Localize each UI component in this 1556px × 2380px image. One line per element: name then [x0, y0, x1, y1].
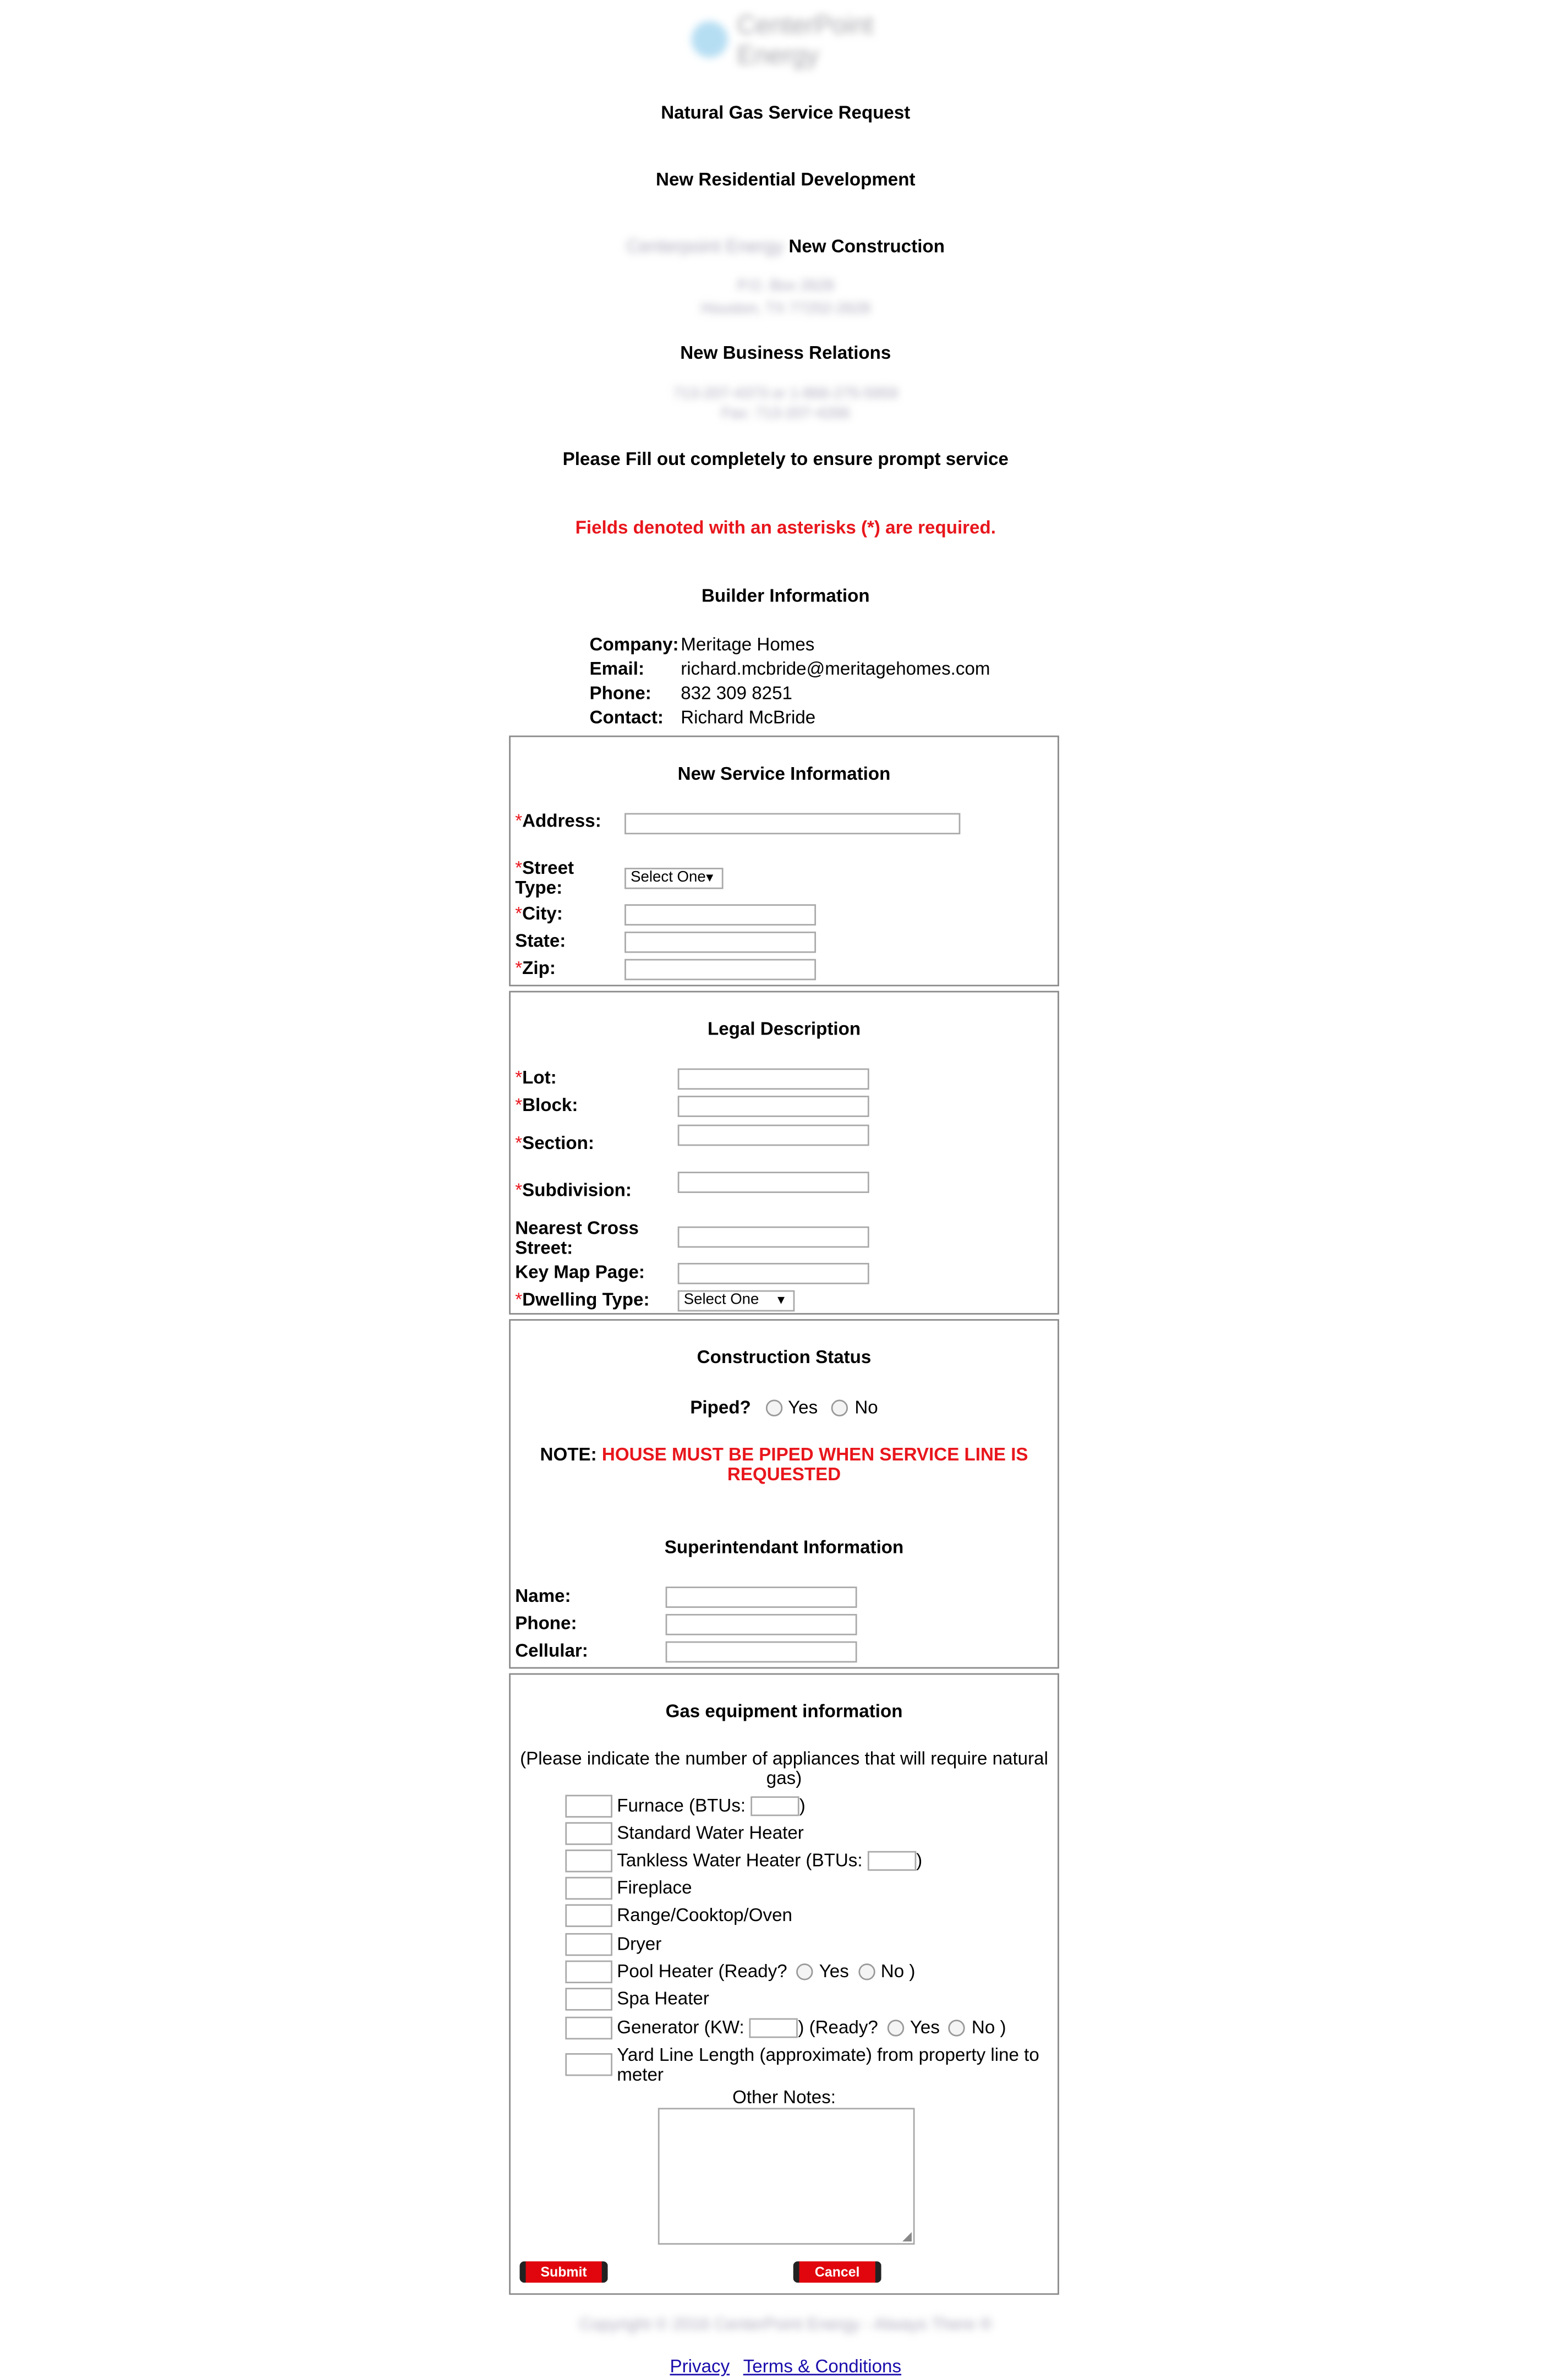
subdivision-input[interactable] — [678, 1172, 869, 1193]
blurred-address-line2: Houston, TX 77252-2628 — [700, 300, 870, 318]
city-label: *City: — [515, 902, 563, 924]
standard-wh-count-input[interactable] — [565, 1822, 612, 1845]
cross-street-label: Nearest Cross Street: — [515, 1217, 639, 1259]
section-label: *Section: — [515, 1132, 594, 1154]
yard-line-input[interactable] — [565, 2053, 612, 2076]
fill-notice: Please Fill out completely to ensure prompt service — [562, 448, 1009, 470]
construction-heading — [0, 236, 1556, 257]
required-notice: Fields denoted with an asterisks (*) are required. — [575, 516, 996, 538]
resize-handle-icon: ◢ — [902, 2229, 912, 2244]
piped-note: NOTE: HOUSE MUST BE PIPED WHEN SERVICE LINE IS REQUESTED — [540, 1443, 1028, 1485]
pool-ready-yes-radio[interactable] — [796, 1964, 813, 1980]
blurred-copyright: Copyright © 2016 CenterPoint Energy - Always There ® — [579, 2316, 992, 2334]
piped-row: Piped? Yes No — [690, 1397, 878, 1418]
builder-email-row: Email: richard.mcbride@meritagehomes.com — [589, 658, 990, 680]
dryer-count-input[interactable] — [565, 1933, 612, 1956]
keymap-label: Key Map Page: — [515, 1261, 645, 1283]
blurred-address-line1: P.O. Box 2628 — [737, 278, 834, 295]
submit-button[interactable]: Submit — [520, 2261, 608, 2283]
builder-info-title: Builder Information — [701, 585, 870, 606]
fireplace-count-input[interactable] — [565, 1877, 612, 1900]
other-notes-textarea[interactable] — [658, 2108, 915, 2245]
piped-label: Piped? — [690, 1397, 751, 1418]
pool-heater-count-input[interactable] — [565, 1961, 612, 1983]
tankless-wh-count-input[interactable] — [565, 1850, 612, 1872]
page-title: Natural Gas Service Request — [661, 102, 911, 123]
address-label: *Address: — [515, 809, 601, 831]
logo — [692, 8, 889, 72]
blurred-phone-line2: Fax: 713-207-4266 — [721, 406, 850, 423]
super-phone-input[interactable] — [666, 1614, 857, 1635]
dwelling-type-label: *Dwelling Type: — [515, 1288, 650, 1310]
block-input[interactable] — [678, 1096, 869, 1117]
super-cellular-input[interactable] — [666, 1642, 857, 1663]
logo-mark-icon — [692, 21, 728, 58]
generator-kw-input[interactable] — [749, 2018, 798, 2038]
state-label: State: — [515, 930, 566, 951]
zip-label: *Zip: — [515, 957, 556, 979]
generator-count-input[interactable] — [565, 2017, 612, 2039]
furnace-count-input[interactable] — [565, 1795, 612, 1818]
generator-ready-yes-radio[interactable] — [887, 2020, 903, 2037]
generator-ready-no-radio[interactable] — [949, 2020, 965, 2037]
construction-title: Construction Status — [697, 1346, 872, 1368]
cancel-button[interactable]: Cancel — [793, 2261, 881, 2283]
cross-street-input[interactable] — [678, 1227, 869, 1248]
builder-company-row: Company: Meritage Homes — [589, 633, 815, 655]
gas-title: Gas equipment information — [665, 1700, 903, 1722]
lot-label: *Lot: — [515, 1066, 557, 1088]
street-type-label: *Street Type: — [515, 857, 574, 899]
terms-link[interactable]: Terms & Conditions — [743, 2355, 902, 2377]
piped-no-radio[interactable] — [832, 1400, 848, 1416]
dwelling-type-select[interactable]: Select One ▼ — [678, 1290, 795, 1312]
keymap-input[interactable] — [678, 1263, 869, 1284]
super-phone-label: Phone: — [515, 1612, 577, 1634]
lot-input[interactable] — [678, 1068, 869, 1090]
spa-heater-count-input[interactable] — [565, 1988, 612, 2010]
tankless-btu-input[interactable] — [868, 1852, 916, 1872]
section-input[interactable] — [678, 1125, 869, 1146]
footer-links — [0, 2352, 1556, 2380]
subdivision-label: *Subdivision: — [515, 1179, 632, 1201]
legal-description-section — [509, 991, 1059, 1315]
block-label: *Block: — [515, 1094, 578, 1116]
gas-instruction: (Please indicate the number of appliances that will require natural gas) — [520, 1747, 1048, 1789]
page-subtitle: New Residential Development — [656, 168, 916, 190]
new-service-section — [509, 736, 1059, 987]
logo-text: CenterPoint Energy — [737, 10, 874, 70]
chevron-down-icon: ▼ — [703, 871, 716, 885]
pool-ready-no-radio[interactable] — [858, 1964, 874, 1980]
superintendant-title: Superintendant Information — [664, 1536, 904, 1558]
street-type-select[interactable]: Select One ▼ — [624, 868, 724, 889]
zip-input[interactable] — [624, 959, 816, 981]
range-count-input[interactable] — [565, 1904, 612, 1927]
business-relations-heading: New Business Relations — [680, 342, 891, 364]
super-cellular-label: Cellular: — [515, 1639, 588, 1661]
gas-equipment-section: Gas equipment information (Please indicate the number of appliances that will require natural gas) Furnace (BTUs: ) Standard Water Heater Tankless Water Heater (BTUs: ) Fireplace Range/Cooktop/Oven Dryer Pool Heater (Ready? Yes No ) Spa Heater Generator (KW: ) (Ready? Yes No ) Yard Line Length (approximate) from property line to meter Other Notes: ◢ Submit Cancel — [509, 1673, 1059, 2295]
legal-title: Legal Description — [708, 1018, 861, 1040]
piped-yes-radio[interactable] — [765, 1400, 782, 1416]
construction-label: New Construction — [788, 236, 945, 257]
chevron-down-icon: ▼ — [775, 1293, 787, 1307]
super-name-input[interactable] — [666, 1586, 857, 1608]
new-service-title: New Service Information — [677, 763, 891, 785]
construction-status-section — [509, 1319, 1059, 1668]
super-name-label: Name: — [515, 1585, 571, 1607]
city-input[interactable] — [624, 904, 816, 926]
other-notes-label: Other Notes: — [732, 2086, 836, 2108]
privacy-link[interactable]: Privacy — [670, 2355, 730, 2377]
builder-phone-row: Phone: 832 309 8251 — [589, 682, 792, 704]
address-input[interactable] — [624, 813, 960, 835]
furnace-btu-input[interactable] — [750, 1797, 799, 1817]
blurred-phone-line1: 713-207-4373 or 1-866-275-5959 — [673, 386, 898, 403]
builder-contact-row: Contact: Richard McBride — [589, 707, 816, 728]
blurred-company: Centerpoint Energy — [626, 236, 784, 257]
state-input[interactable] — [624, 932, 816, 953]
